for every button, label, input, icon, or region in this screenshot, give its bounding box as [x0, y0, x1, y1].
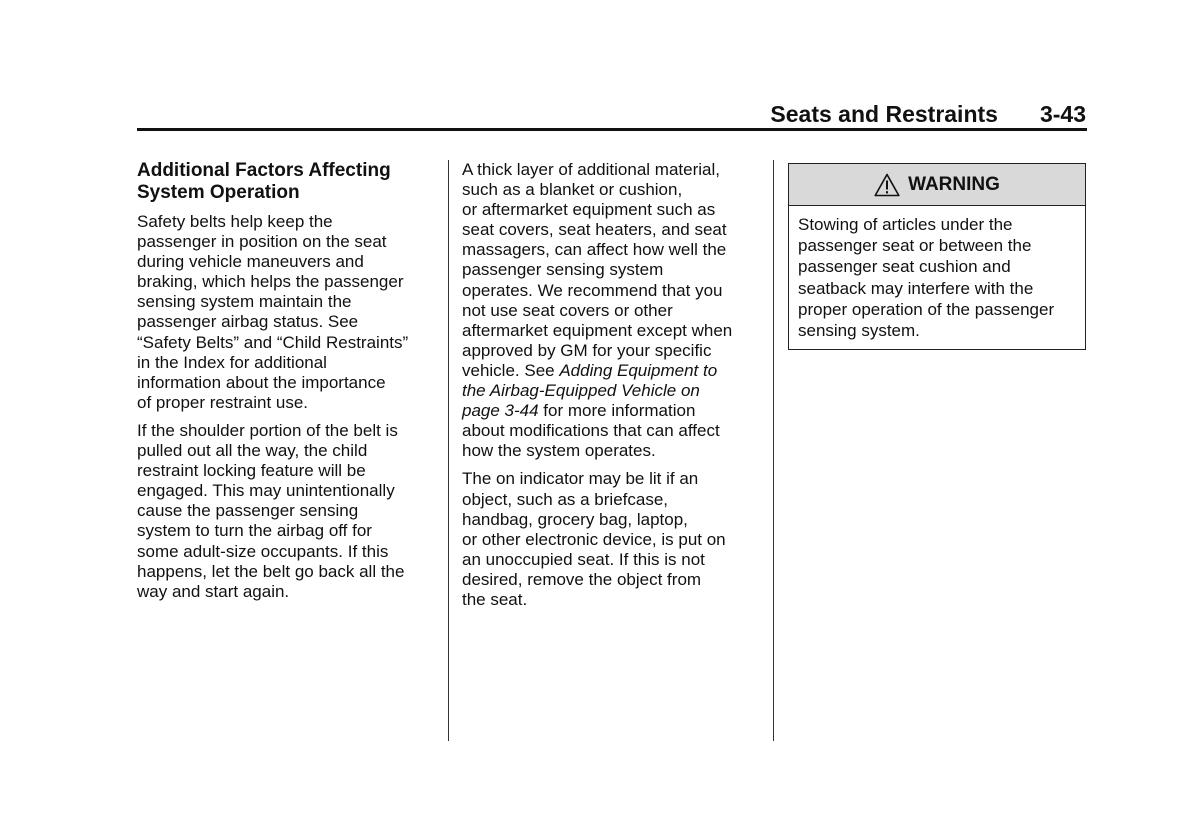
- text-line: operates. We recommend that you: [462, 280, 723, 300]
- text-line: approved by GM for your specific: [462, 340, 712, 360]
- text-line: object, such as a briefcase,: [462, 489, 669, 509]
- text-line: system to turn the airbag off for: [137, 521, 372, 541]
- column-left: [137, 160, 437, 610]
- text-line: about modifications that can affect: [462, 421, 720, 441]
- text-line: Safety belts help keep the: [137, 212, 333, 231]
- text-line: restraint locking feature will be: [137, 461, 366, 481]
- warning-box: [788, 163, 1086, 350]
- text-line: information about the importance: [137, 372, 386, 392]
- heading-line: System Operation: [137, 182, 300, 203]
- warning-title: WARNING: [908, 173, 1000, 195]
- header-rule: [137, 128, 1087, 131]
- text-line: an unoccupied seat. If this is not: [462, 549, 705, 569]
- text-line: desired, remove the object from: [462, 569, 702, 589]
- text-line: proper operation of the passenger: [798, 299, 1055, 319]
- see-prefix: vehicle. See: [462, 360, 560, 380]
- warning-header: [789, 164, 1085, 206]
- paragraph: [137, 212, 437, 413]
- column-middle: [462, 160, 762, 618]
- text-line: If the shoulder portion of the belt is: [137, 420, 398, 440]
- text-line: sensing system maintain the: [137, 292, 352, 312]
- paragraph: [462, 469, 762, 610]
- text-line: “Safety Belts” and “Child Restraints”: [137, 332, 409, 352]
- text-line: massagers, can affect how well the: [462, 240, 727, 260]
- text-line: or aftermarket equipment such as: [462, 200, 716, 220]
- text-line: passenger airbag status. See: [137, 312, 359, 332]
- column-divider: [448, 160, 449, 741]
- text-line: in the Index for additional: [137, 352, 327, 372]
- text-line: during vehicle maneuvers and: [137, 252, 364, 272]
- text-line: of proper restraint use.: [137, 392, 309, 412]
- cross-reference-link[interactable]: Adding Equipment to: [559, 360, 718, 380]
- text-line: way and start again.: [137, 581, 290, 601]
- text-line: The on indicator may be lit if an: [462, 469, 699, 489]
- section-title: Seats and Restraints: [770, 101, 998, 127]
- text-line: seat covers, seat heaters, and seat: [462, 220, 727, 240]
- text-line: not use seat covers or other: [462, 300, 673, 320]
- text-line: happens, let the belt go back all the: [137, 561, 405, 581]
- text-line: or other electronic device, is put on: [462, 529, 726, 549]
- text-line: some adult-size occupants. If this: [137, 541, 389, 561]
- text-line: [462, 401, 762, 421]
- text-line: seatback may interfere with the: [798, 278, 1034, 298]
- text-line: passenger seat or between the: [798, 236, 1032, 256]
- paragraph: [462, 160, 762, 461]
- text-line: passenger in position on the seat: [137, 232, 387, 252]
- text-line: how the system operates.: [462, 441, 656, 461]
- column-divider: [773, 160, 774, 741]
- text-line: Stowing of articles under the: [798, 215, 1013, 234]
- text-line: engaged. This may unintentionally: [137, 481, 395, 501]
- text-line: [462, 361, 762, 381]
- cross-reference-link[interactable]: the Airbag-Equipped Vehicle on: [462, 381, 700, 401]
- warning-body: [789, 206, 1085, 349]
- text-line: handbag, grocery bag, laptop,: [462, 509, 688, 529]
- cross-reference-link[interactable]: page 3-44: [462, 401, 539, 421]
- page-header: [770, 101, 1086, 128]
- text-line: braking, which helps the passenger: [137, 272, 404, 292]
- text-line: the seat.: [462, 589, 528, 609]
- text-line: passenger sensing system: [462, 260, 664, 280]
- text-line: pulled out all the way, the child: [137, 441, 368, 461]
- page-number: 3-43: [1039, 101, 1086, 127]
- text-line: aftermarket equipment except when: [462, 320, 733, 340]
- after-link-text: for more information: [538, 401, 696, 421]
- text-line: passenger seat cushion and: [798, 257, 1011, 277]
- text-line: cause the passenger sensing: [137, 501, 359, 521]
- paragraph: [137, 421, 437, 602]
- heading-line: Additional Factors Affecting: [137, 160, 391, 181]
- text-line: sensing system.: [798, 321, 920, 341]
- section-heading: [137, 160, 437, 204]
- warning-triangle-icon: [874, 173, 900, 197]
- text-line: such as a blanket or cushion,: [462, 180, 683, 200]
- text-line: A thick layer of additional material,: [462, 160, 720, 179]
